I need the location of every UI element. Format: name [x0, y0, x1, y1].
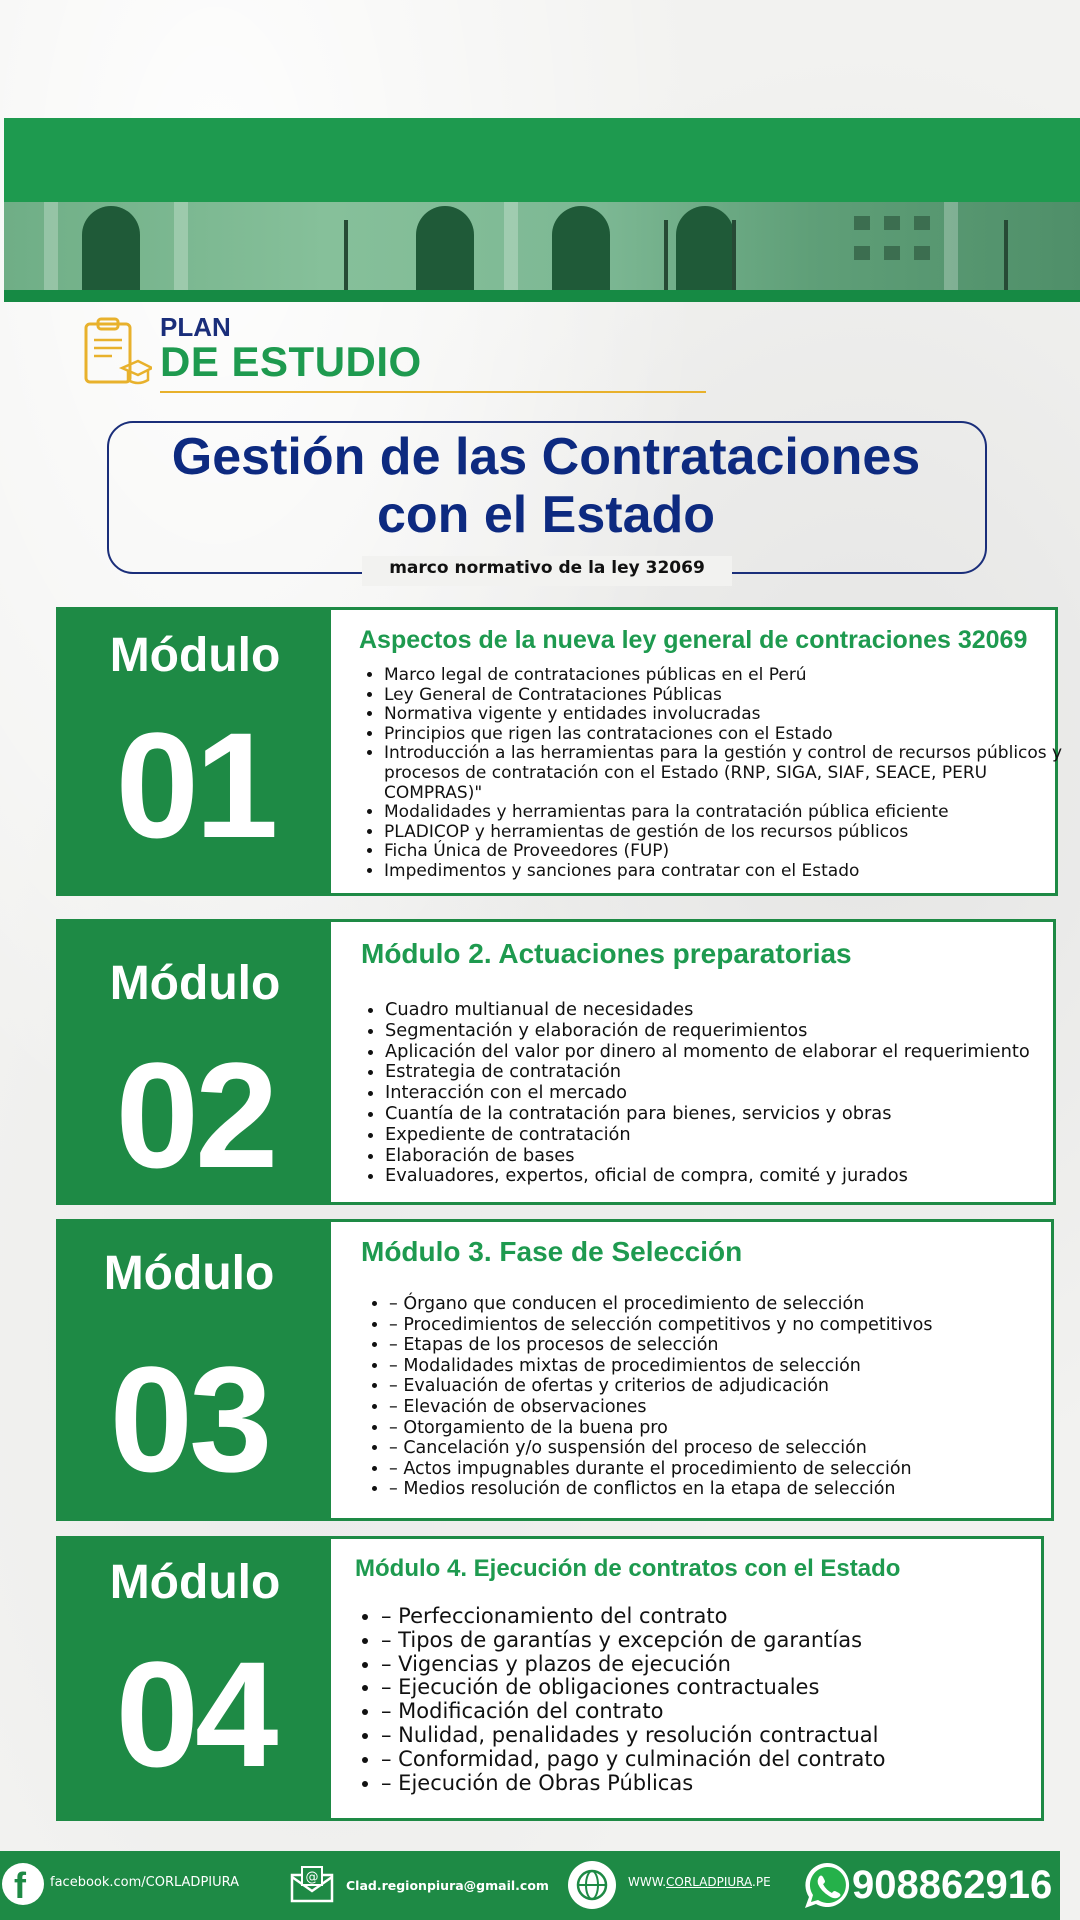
topic-item: • Aplicación del valor por dinero al momento de elaborar el requerimiento — [385, 1042, 1075, 1063]
module-topic-list — [359, 1605, 1061, 1795]
globe-icon — [568, 1861, 616, 1909]
topic-item: • Ficha Única de Proveedores (FUP) — [384, 842, 1064, 862]
topic-item: • – Actos impugnables durante el procedimiento de selección — [389, 1459, 1069, 1480]
window-shape — [884, 246, 900, 260]
module-title: Módulo 3. Fase de Selección — [361, 1236, 743, 1267]
topic-item: • – Vigencias y plazos de ejecución — [381, 1653, 1061, 1677]
topic-item: • Cuantía de la contratación para bienes, servicios y obras — [385, 1104, 1075, 1125]
pillar-shape — [44, 202, 58, 290]
module-number: 04 — [115, 1630, 275, 1798]
module-card-3 — [56, 1219, 1054, 1521]
whatsapp-icon — [800, 1859, 854, 1913]
pillar-shape — [504, 202, 518, 290]
window-shape — [854, 246, 870, 260]
module-topic-list — [362, 666, 1064, 882]
svg-text:@: @ — [305, 1870, 319, 1885]
topic-item: • – Ejecución de obligaciones contractuales — [381, 1676, 1061, 1700]
arch-shape — [552, 206, 610, 290]
module-topic-list — [367, 1294, 1069, 1500]
module-card-2 — [56, 919, 1056, 1205]
topic-item: • – Ejecución de Obras Públicas — [381, 1772, 1061, 1796]
module-card-4 — [56, 1536, 1044, 1821]
course-title-line1: Gestión de las Contrataciones — [171, 428, 921, 486]
topic-item: • Marco legal de contrataciones públicas en el Perú — [384, 666, 1064, 686]
module-label: Módulo — [109, 1556, 281, 1609]
plan-title: DE ESTUDIO — [160, 338, 422, 385]
plan-label: PLAN — [160, 312, 231, 342]
topic-item: • – Medios resolución de conflictos en la etapa de selección — [389, 1479, 1069, 1500]
pillar-shape — [944, 202, 958, 290]
contact-footer — [0, 1851, 1060, 1920]
website-link[interactable] — [628, 1875, 771, 1889]
plan-underline — [160, 391, 706, 393]
window-shape — [854, 216, 870, 230]
website-prefix: WWW. — [628, 1875, 667, 1889]
window-shape — [884, 216, 900, 230]
module-label: Módulo — [109, 957, 281, 1010]
clipboard-graduation-cap-icon — [82, 316, 152, 392]
topic-item: • – Otorgamiento de la buena pro — [389, 1418, 1069, 1439]
topic-item: • – Nulidad, penalidades y resolución contractual — [381, 1724, 1061, 1748]
facebook-link[interactable]: facebook.com/CORLADPIURA — [50, 1875, 240, 1890]
topic-item: • – Perfeccionamiento del contrato — [381, 1605, 1061, 1629]
topic-item: • – Cancelación y/o suspensión del proceso de selección — [389, 1438, 1069, 1459]
header-banner-stripe — [4, 290, 1080, 302]
website-suffix: .PE — [752, 1875, 771, 1889]
topic-item: • Evaluadores, expertos, oficial de compra, comité y jurados — [385, 1166, 1075, 1187]
topic-item: • Segmentación y elaboración de requerimientos — [385, 1021, 1075, 1042]
lamp-post — [664, 220, 668, 290]
window-shape — [914, 246, 930, 260]
topic-item: • Cuadro multianual de necesidades — [385, 1000, 1075, 1021]
cathedral-photo-strip — [4, 202, 1080, 290]
topic-item: • – Modificación del contrato — [381, 1700, 1061, 1724]
module-topic-list — [363, 1000, 1075, 1187]
course-title — [108, 428, 984, 544]
module-title: Módulo 2. Actuaciones preparatorias — [361, 938, 852, 969]
topic-item: • Principios que rigen las contrataciones con el Estado — [384, 725, 1064, 745]
envelope-icon — [290, 1865, 334, 1903]
phone-number[interactable]: 908862916 — [852, 1863, 1053, 1907]
website-domain: CORLADPIURA — [666, 1875, 753, 1889]
topic-item: • – Elevación de observaciones — [389, 1397, 1069, 1418]
topic-item: • Ley General de Contrataciones Públicas — [384, 686, 1064, 706]
lamp-post — [1004, 220, 1008, 290]
course-title-line2: con el Estado — [376, 486, 716, 544]
topic-item: • – Tipos de garantías y excepción de garantías — [381, 1629, 1061, 1653]
topic-item: • – Modalidades mixtas de procedimientos de selección — [389, 1356, 1069, 1377]
lamp-post — [732, 220, 736, 290]
module-title: Aspectos de la nueva ley general de contraciones 32069 — [359, 626, 1028, 654]
pillar-shape — [174, 202, 188, 290]
module-number: 01 — [115, 701, 275, 869]
topic-item: • Expediente de contratación — [385, 1125, 1075, 1146]
module-card-1 — [56, 607, 1063, 896]
topic-item: • – Procedimientos de selección competitivos y no competitivos — [389, 1315, 1069, 1336]
module-number: 02 — [115, 1031, 275, 1199]
header-banner — [4, 118, 1080, 202]
topic-item: • Introducción a las herramientas para la gestión y control de recursos públicos y procesos de contratación con el Estado (RNP, SIGA, SIAF, SEACE, PERU COMPRAS)" — [384, 744, 1064, 803]
course-subtitle: marco normativo de la ley 32069 — [362, 556, 732, 586]
module-label: Módulo — [103, 1247, 275, 1300]
arch-shape — [416, 206, 474, 290]
topic-item: • PLADICOP y herramientas de gestión de los recursos públicos — [384, 823, 1064, 843]
window-shape — [914, 216, 930, 230]
topic-item: • Impedimentos y sanciones para contratar con el Estado — [384, 862, 1064, 882]
topic-item: • Normativa vigente y entidades involucradas — [384, 705, 1064, 725]
topic-item: • Elaboración de bases — [385, 1146, 1075, 1167]
topic-item: • – Etapas de los procesos de selección — [389, 1335, 1069, 1356]
module-title: Módulo 4. Ejecución de contratos con el Estado — [355, 1555, 901, 1582]
topic-item: • Interacción con el mercado — [385, 1083, 1075, 1104]
topic-item: • – Órgano que conducen el procedimiento de selección — [389, 1294, 1069, 1315]
topic-item: • – Evaluación de ofertas y criterios de adjudicación — [389, 1376, 1069, 1397]
module-number: 03 — [109, 1335, 269, 1503]
arch-shape — [676, 206, 734, 290]
topic-item: • – Conformidad, pago y culminación del contrato — [381, 1748, 1061, 1772]
email-link[interactable]: Clad.regionpiura@gmail.com — [346, 1878, 549, 1893]
lamp-post — [344, 220, 348, 290]
module-label: Módulo — [109, 629, 281, 682]
topic-item: • Modalidades y herramientas para la contratación pública eficiente — [384, 803, 1064, 823]
facebook-icon[interactable]: f — [2, 1863, 44, 1905]
arch-shape — [82, 206, 140, 290]
topic-item: • Estrategia de contratación — [385, 1062, 1075, 1083]
